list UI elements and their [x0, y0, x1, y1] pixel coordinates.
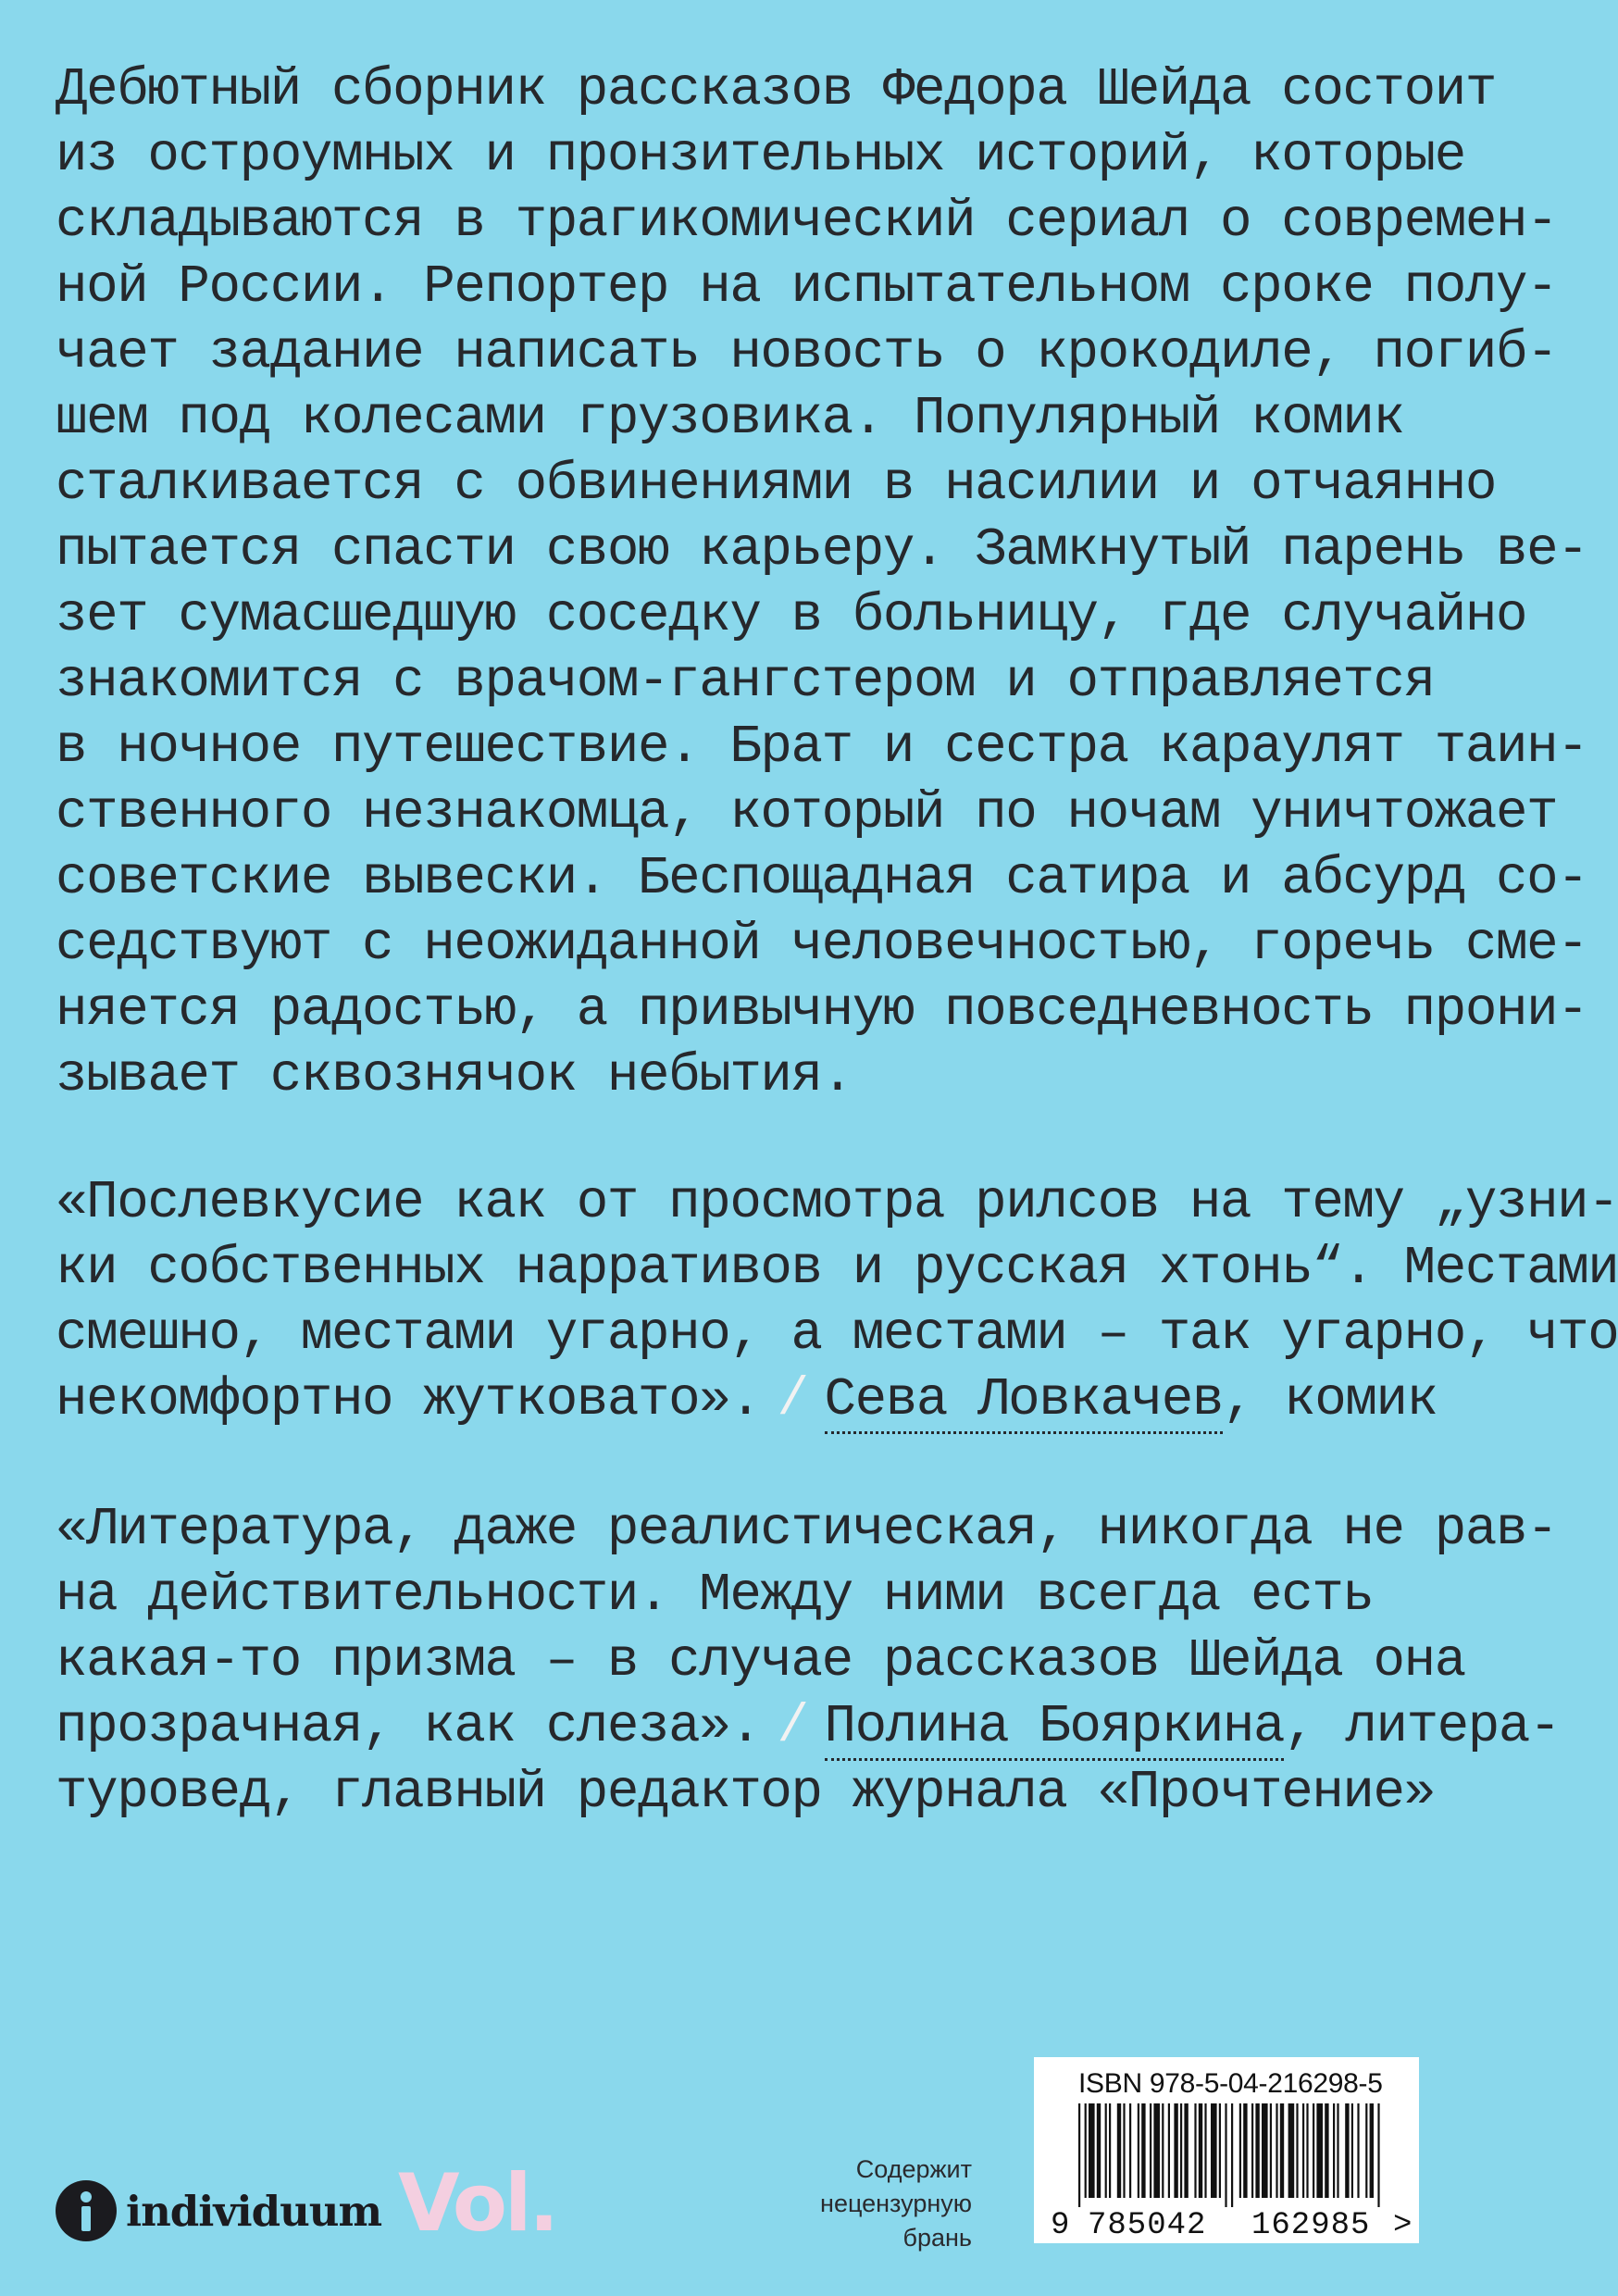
individuum-logo [56, 2178, 381, 2243]
quote-line: «Литература, даже реалистическая, никогда не рав- [56, 1500, 1558, 1560]
description-line: складываются в трагикомический сериал о современ- [56, 192, 1558, 252]
isbn-arrow: > [1393, 2208, 1413, 2243]
description-line: ственного незнакомца, который по ночам уничтожает [56, 783, 1558, 843]
quote-line: ки собственных нарративов и русская хтонь“. Местами [56, 1239, 1618, 1299]
review-quote-lovkachev [56, 1170, 1618, 1433]
warning-line: нецензурную [820, 2190, 972, 2217]
description-line: шем под колесами грузовика. Популярный комик [56, 389, 1404, 449]
quote-author-role: , комик [1222, 1370, 1438, 1430]
barcode-bars [1034, 2057, 1419, 2243]
description-line: знакомится с врачом-гангстером и отправляется [56, 652, 1435, 712]
warning-line: брань [902, 2224, 972, 2252]
description-line: седствуют с неожиданной человечностью, горечь сме- [56, 915, 1588, 975]
publisher-name: individuum [126, 2186, 382, 2236]
quote-line-end: прозрачная, как слеза». [56, 1697, 761, 1757]
description-line: советские вывески. Беспощадная сатира и абсурд со- [56, 849, 1588, 909]
attribution-slash: / [777, 1370, 808, 1430]
description-line: сталкивается с обвинениями в насилии и отчаянно [56, 455, 1496, 515]
description-line: Дебютный сборник рассказов Федора Шейда состоит [56, 60, 1496, 120]
description-line: няется радостью, а привычную повседневность прони- [56, 980, 1588, 1041]
quote-author-role: , литера- [1284, 1697, 1561, 1757]
description-line: пытается спасти свою карьеру. Замкнутый парень ве- [56, 520, 1588, 580]
book-description [56, 57, 1588, 1109]
description-line: в ночное путешествие. Брат и сестра караулят таин- [56, 718, 1588, 778]
isbn-label: ISBN 978-5-04-216298-5 [1078, 2068, 1383, 2099]
quote-line: на действительности. Между ними всегда есть [56, 1566, 1374, 1626]
description-line: зывает сквознячок небытия. [56, 1046, 853, 1106]
review-quote-boyarkina [56, 1497, 1561, 1826]
individuum-i-icon [56, 2180, 117, 2241]
isbn-barcode [1034, 2057, 1419, 2243]
isbn-right-digits: 162985 [1251, 2208, 1371, 2243]
description-line: из остроумных и пронзительных историй, которые [56, 126, 1465, 186]
quote-line: «Послевкусие как от просмотра рилсов на тему „узни- [56, 1173, 1618, 1233]
description-line: ной России. Репортер на испытательном сроке полу- [56, 257, 1558, 318]
quote-author: Сева Ловкачев [825, 1370, 1223, 1434]
quote-author: Полина Бояркина [825, 1697, 1285, 1761]
quote-attribution-line [56, 1367, 1438, 1433]
isbn-first-digit: 9 [1051, 2208, 1070, 2243]
isbn-left-digits: 785042 [1088, 2208, 1207, 2243]
description-line: чает задание написать новость о крокодиле, погиб- [56, 323, 1558, 383]
profanity-warning [778, 2152, 972, 2255]
description-line: зет сумасшедшую соседку в больницу, где случайно [56, 586, 1527, 646]
quote-attribution-line [56, 1694, 1561, 1760]
quote-line: смешно, местами угарно, а местами – так угарно, что [56, 1304, 1618, 1365]
attribution-slash: / [777, 1697, 808, 1757]
warning-line: Содержит [855, 2155, 972, 2183]
quote-line: какая-то призма – в случае рассказов Шейда она [56, 1631, 1465, 1691]
quote-line-end: некомфортно жутковато». [56, 1370, 761, 1430]
vol-imprint-logo: Vol. [398, 2157, 557, 2250]
quote-author-role-line: туровед, главный редактор журнала «Прочтение» [56, 1763, 1435, 1823]
